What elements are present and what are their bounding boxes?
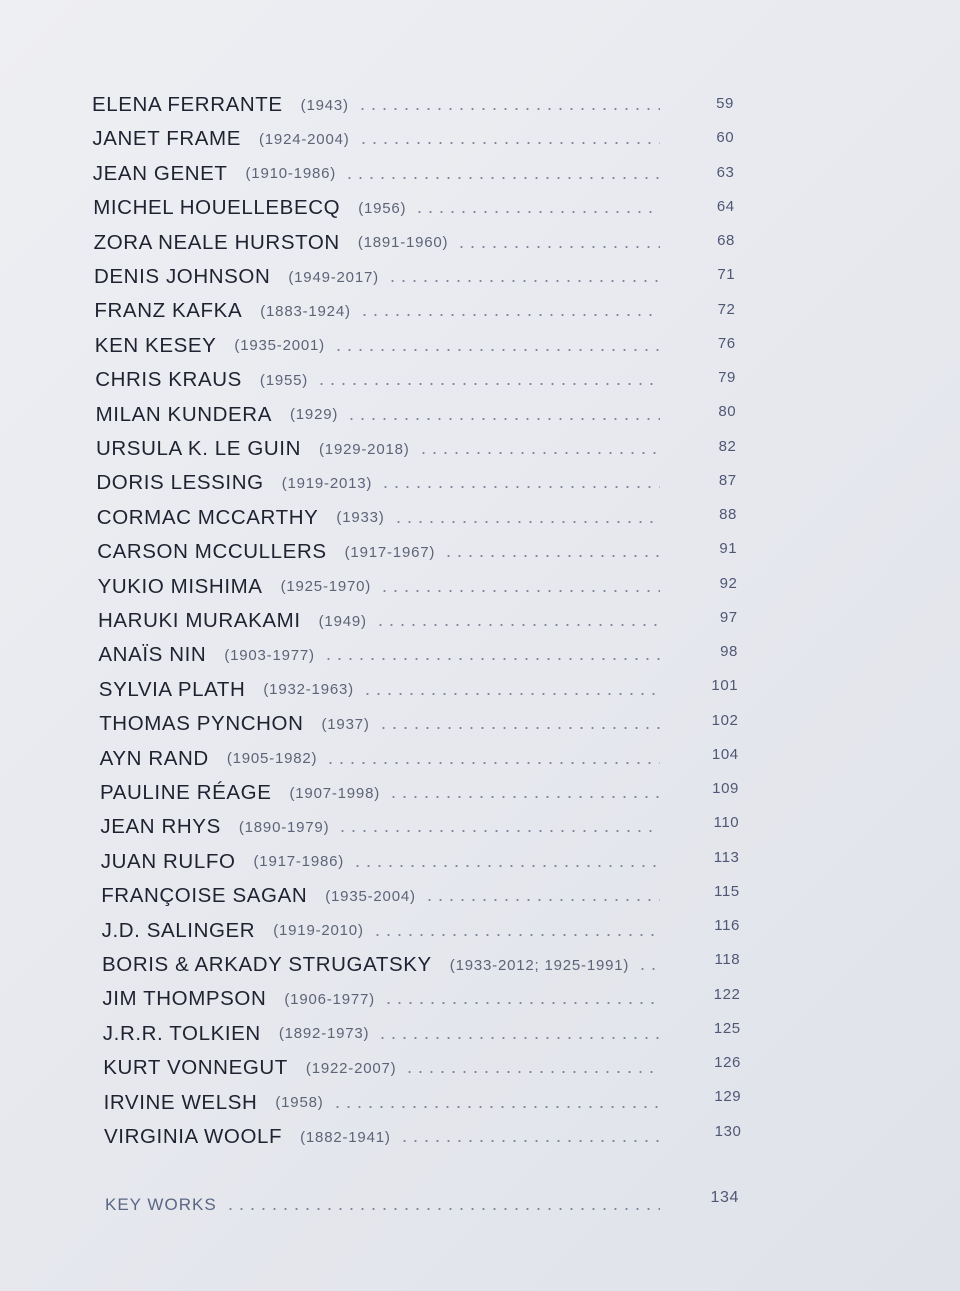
toc-entry [100,810,668,844]
page-number: 102 [711,711,739,729]
toc-entry [104,1086,668,1120]
page-number: 125 [713,1019,741,1037]
page-number: 122 [713,985,741,1003]
page-number: 88 [719,506,737,523]
author-years: (1903-1977) [224,646,315,664]
page-number: 126 [714,1054,741,1071]
author-name: JANET FRAME [92,127,241,151]
page-number: 71 [717,266,736,284]
author-name: THOMAS PYNCHON [99,712,304,736]
author-years: (1917-1986) [253,853,345,871]
page-number: 109 [712,780,739,797]
toc-entry [99,707,668,741]
author-name: MILAN KUNDERA [95,402,272,426]
author-name: KEN KESEY [94,333,217,357]
page-number: 118 [714,951,741,969]
page-number: 80 [718,403,737,421]
page-number: 76 [717,334,736,352]
page-number: 98 [720,643,738,660]
author-years: (1949) [318,612,367,630]
author-years: (1943) [300,96,349,114]
key-works-page-number: 134 [710,1189,739,1206]
page-number: 110 [713,814,740,832]
author-name: VIRGINIA WOOLF [104,1125,283,1148]
dot-leader [383,1002,660,1004]
dot-leader [637,968,660,970]
author-years: (1910-1986) [245,165,337,183]
author-name: IRVINE WELSH [103,1090,258,1114]
author-years: (1883-1924) [260,302,351,320]
dot-leader [352,865,660,867]
page-number: 79 [718,369,736,386]
page-number: 129 [714,1088,742,1106]
dot-leader [225,1208,660,1210]
author-name: PAULINE RÉAGE [100,781,272,804]
dot-leader [424,899,660,901]
author-name: YUKIO MISHIMA [97,574,263,598]
dot-leader [388,796,660,798]
toc-entry [94,226,668,260]
author-name: JEAN RHYS [100,815,221,839]
author-years: (1919-2013) [281,474,373,492]
dot-leader [362,693,660,695]
toc-entry [95,363,668,397]
dot-leader [344,177,660,179]
toc-entry [99,673,668,707]
page-number: 59 [716,95,734,112]
dot-leader [380,486,660,488]
page-number: 82 [718,437,737,455]
author-years: (1891-1960) [357,234,449,252]
author-years: (1955) [259,371,309,389]
toc-entry [96,398,668,432]
page-number: 64 [716,197,735,215]
author-name: JUAN RULFO [100,849,236,873]
toc-entry [101,845,668,879]
dot-leader [316,383,660,385]
dot-leader [358,142,660,144]
author-name: BORIS & ARKADY STRUGATSKY [102,953,432,976]
toc-entry [100,742,668,776]
author-name: URSULA K. LE GUIN [96,437,302,460]
page-number: 97 [719,608,738,626]
dot-leader [325,762,660,764]
author-name: ELENA FERRANTE [92,93,283,116]
author-name: JEAN GENET [92,161,228,185]
author-years: (1958) [275,1094,324,1112]
dot-leader [333,349,660,351]
dot-leader [378,727,660,729]
dot-leader [379,590,660,592]
toc-entry [98,638,668,672]
author-name: ANAÏS NIN [98,643,207,667]
author-years: (1917-1967) [344,543,436,561]
author-name: J.R.R. TOLKIEN [102,1021,261,1045]
author-years: (1925-1970) [280,578,372,596]
page-number: 113 [713,848,740,866]
author-name: DENIS JOHNSON [94,265,271,288]
author-years: (1932-1963) [263,681,354,699]
page-number: 116 [714,917,740,934]
toc-entry [102,914,668,948]
toc-entry [93,157,668,191]
dot-leader [377,1037,660,1039]
author-name: CARSON MCCULLERS [97,540,327,564]
page-number: 91 [719,540,738,558]
dot-leader [332,1106,660,1108]
author-years: (1935-2001) [234,337,325,355]
toc-entry [98,604,668,638]
toc-entry [94,260,668,294]
toc-entry [92,88,668,122]
author-years: (1933) [336,509,385,527]
page-number: 87 [718,471,737,489]
dot-leader [456,246,660,248]
author-years: (1892-1973) [278,1025,370,1043]
dot-leader [375,624,660,626]
toc-entry [96,432,668,466]
dot-leader [387,280,660,282]
author-years: (1929) [289,406,339,424]
author-name: J.D. SALINGER [101,918,256,942]
page-number: 68 [717,232,735,249]
toc-entry [103,1017,668,1051]
author-name: MICHEL HOUELLEBECQ [93,196,341,220]
page-number: 101 [711,677,739,695]
author-name: CORMAC MCCARTHY [96,505,319,529]
toc-entry [102,948,668,982]
toc-entry [96,466,668,500]
author-name: AYN RAND [99,746,209,770]
toc-entry [94,294,668,328]
page-number: 60 [716,129,735,147]
toc-entry [98,570,668,604]
author-years: (1906-1977) [284,990,375,1008]
dot-leader [443,555,660,557]
author-name: CHRIS KRAUS [95,368,242,392]
author-name: KURT VONNEGUT [103,1056,288,1080]
toc-entry [97,501,668,535]
author-name: ZORA NEALE HURSTON [93,230,340,254]
page-number: 92 [719,574,738,592]
author-years: (1924-2004) [259,130,350,148]
author-years: (1890-1979) [238,818,330,836]
dot-leader [337,830,660,832]
toc-entry [97,535,668,569]
toc-entry [103,1051,668,1085]
toc-entry [104,1120,668,1154]
author-years: (1922-2007) [305,1059,397,1077]
author-name: DORIS LESSING [96,471,264,495]
dot-leader [323,658,660,660]
toc-entry [100,776,668,810]
toc-entry [92,122,668,156]
dot-leader [414,211,660,213]
author-years: (1935-2004) [325,887,416,905]
author-years: (1949-2017) [288,268,379,286]
toc-entry [102,982,668,1016]
dot-leader [372,934,660,936]
author-years: (1907-1998) [289,784,381,802]
author-years: (1933-2012; 1925-1991) [449,956,630,974]
author-name: FRANÇOISE SAGAN [101,884,308,908]
dot-leader [404,1071,660,1073]
page-number: 130 [714,1122,742,1140]
author-years: (1919-2010) [273,922,364,940]
toc-entry [93,191,668,225]
dot-leader [399,1140,660,1142]
author-name: SYLVIA PLATH [98,677,246,701]
toc-entry [95,329,668,363]
author-years: (1937) [321,715,370,733]
page-number: 104 [711,745,739,763]
key-works-label: KEY WORKS [105,1195,217,1214]
page-number: 115 [714,882,740,900]
page-number: 72 [717,300,736,318]
author-years: (1905-1982) [226,750,318,768]
toc-entry [101,879,668,913]
author-name: HARUKI MURAKAMI [98,609,301,632]
dot-leader [393,521,660,523]
author-years: (1882-1941) [300,1128,391,1146]
author-years: (1956) [358,199,407,217]
author-name: FRANZ KAFKA [94,299,243,323]
dot-leader [359,314,660,316]
dot-leader [357,108,660,110]
toc-entry-key-works [105,1188,668,1222]
page-number: 63 [716,163,735,181]
author-name: JIM THOMPSON [102,987,267,1011]
dot-leader [418,452,660,454]
author-years: (1929-2018) [319,440,410,458]
dot-leader [346,418,660,420]
